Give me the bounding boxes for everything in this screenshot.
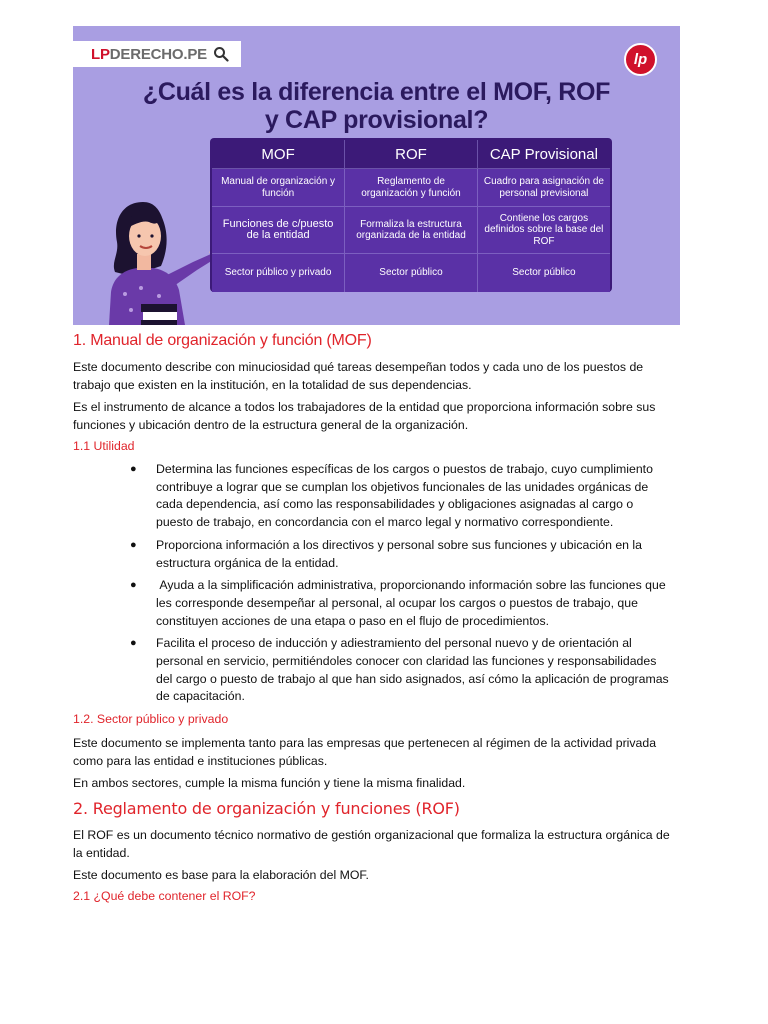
section-1-heading: 1. Manual de organización y función (MOF) bbox=[73, 332, 372, 349]
table-cell: Formaliza la estructura organizada de la entidad bbox=[345, 207, 478, 254]
paragraph: Este documento se implementa tanto para las empresas que pertenecen al régimen de la actividad privada como para las entidad e instituciones públicas. bbox=[73, 736, 657, 769]
search-icon bbox=[213, 46, 229, 62]
list-item bbox=[130, 461, 673, 532]
table-cell: Sector público bbox=[345, 254, 478, 293]
banner-title-line-2: y CAP provisional? bbox=[264, 106, 489, 134]
table-cell: Funciones de c/puesto de la entidad bbox=[212, 207, 345, 254]
list-item bbox=[130, 635, 673, 706]
paragraph: El ROF es un documento técnico normativo de gestión organizacional que formaliza la estructura orgánica de la entidad. bbox=[73, 828, 670, 861]
paragraph: Este documento es base para la elaboración del MOF. bbox=[73, 868, 369, 883]
comparison-table bbox=[210, 138, 612, 292]
logo-domain-text: DERECHO.PE bbox=[109, 45, 207, 63]
list-item-text: Determina las funciones específicas de los cargos o puestos de trabajo, cuyo cumplimiento contribuye a lograr que se cumplan los objetivos funcionales de las unidades orgánicas de cada dependencia, así como las responsabilidades y obligaciones asignadas al cargo o puesto de trabajo, en concordancia con el marco legal y normativo correspondiente. bbox=[156, 462, 653, 530]
table-header-mof: MOF bbox=[212, 140, 345, 169]
table-header-cap: CAP Provisional bbox=[477, 140, 610, 169]
bullet-icon: ● bbox=[130, 463, 137, 475]
banner-title-line-1: ¿Cuál es la diferencia entre el MOF, ROF bbox=[142, 78, 611, 106]
infographic-banner bbox=[73, 26, 680, 325]
list-item bbox=[130, 537, 673, 572]
table-cell: Reglamento de organización y función bbox=[345, 169, 478, 207]
paragraph: Este documento describe con minuciosidad qué tareas desempeñan todos y cada uno de los puestos de trabajo que existen en la institución, en la totalidad de sus dependencias. bbox=[73, 360, 644, 392]
site-logo[interactable] bbox=[73, 41, 241, 67]
table-cell: Contiene los cargos definidos sobre la base del ROF bbox=[477, 207, 610, 254]
lp-seal-logo: lp bbox=[624, 43, 657, 76]
section-2-heading: 2. Reglamento de organización y funciones (ROF) bbox=[73, 799, 460, 819]
paragraph: Es el instrumento de alcance a todos los trabajadores de la entidad que proporciona información sobre sus funciones y ubicación dentro de la estructura general de la organización. bbox=[73, 400, 656, 432]
table-cell: Sector público bbox=[477, 254, 610, 293]
list-item-text: Proporciona información a los directivos y personal sobre sus funciones y ubicación en la estructura orgánica de la entidad. bbox=[156, 537, 642, 570]
paragraph: En ambos sectores, cumple la misma función y tiene la misma finalidad. bbox=[73, 776, 466, 791]
subsection-2-1-heading: 2.1 ¿Qué debe contener el ROF? bbox=[73, 889, 256, 904]
bullet-icon: ● bbox=[130, 637, 137, 650]
subsection-1-2-heading: 1.2. Sector público y privado bbox=[73, 712, 229, 727]
table-cell: Manual de organización y función bbox=[212, 169, 345, 207]
document-body bbox=[73, 331, 673, 911]
bullet-icon: ● bbox=[130, 538, 137, 551]
subsection-1-1-heading: 1.1 Utilidad bbox=[73, 439, 135, 453]
banner-topbar bbox=[73, 26, 680, 74]
table-cell: Cuadro para asignación de personal previsional bbox=[477, 169, 610, 207]
utility-bullet-list bbox=[73, 461, 673, 706]
table-cell: Sector público y privado bbox=[212, 254, 345, 293]
list-item bbox=[130, 577, 673, 630]
bullet-icon: ● bbox=[130, 579, 137, 592]
banner-title bbox=[73, 78, 680, 134]
list-item-text: Ayuda a la simplificación administrativa, proporcionando información sobre las funciones que les corresponde desempeñar al personal, al ocupar los cargos o puestos de trabajo, que constituyen acciones de una etapa o paso en el flujo de procedimientos. bbox=[156, 578, 670, 628]
list-item-text: Facilita el proceso de inducción y adiestramiento del personal nuevo y de orientación al personal en servicio, permitiéndoles conocer con claridad las funciones y responsabilidades del cargo o puesto de trabajo al que han sido asignados, así cómo la aplicación de programas de capacitación. bbox=[156, 636, 669, 704]
logo-lp-text: LP bbox=[91, 45, 110, 63]
table-header-rof: ROF bbox=[345, 140, 478, 169]
